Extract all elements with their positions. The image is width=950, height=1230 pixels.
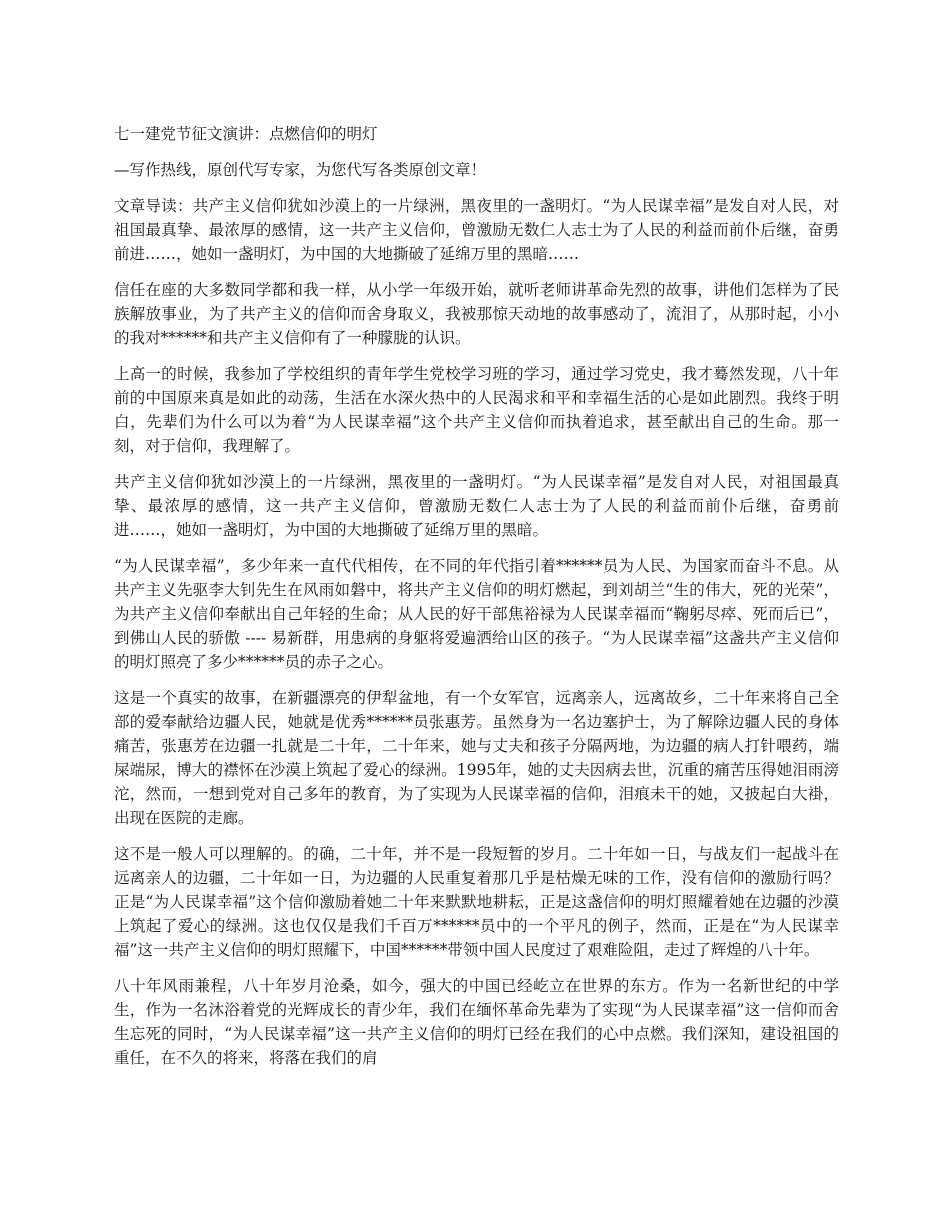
body-paragraph: 这是一个真实的故事，在新疆漂亮的伊犁盆地，有一个女军官，远离亲人，远离故乡，二十年来将自己全部的爱奉献给边疆人民，她就是优秀******员张惠芳。虽然身为一名边塞护士，为了解除边疆人民的身体痛苦，张惠芳在边疆一扎就是二十年，二十年来，她与丈夫和孩子分隔两地，为边疆的病人打针喂药，端屎端尿，博大的襟怀在沙漠上筑起了爱心的绿洲。1995年，她的丈夫因病去世，沉重的痛苦压得她泪雨滂沱，然而，一想到党对自己多年的教育，为了实现为人民谋幸福的信仰，泪痕未干的她，又披起白大褂，出现在医院的走廊。 [114,689,839,827]
document-page [114,122,839,1082]
body-paragraph: “为人民谋幸福”，多少年来一直代代相传，在不同的年代指引着******员为人民、为国家而奋斗不息。从共产主义先驱李大钊先生在风雨如磐中，将共产主义信仰的明灯燃起，到刘胡兰“生的伟大，死的光荣”，为共产主义信仰奉献出自己年轻的生命；从人民的好干部焦裕禄为人民谋幸福而“鞠躬尽瘁、死而后已”，到佛山人民的骄傲 ---- 易新群，用患病的身躯将爱遍洒给山区的孩子。“为人民谋幸福”这盏共产主义信仰的明灯照亮了多少******员的赤子之心。 [114,557,839,671]
body-paragraph: 八十年风雨兼程，八十年岁月沧桑，如今，强大的中国已经屹立在世界的东方。作为一名新世纪的中学生，作为一名沐浴着党的光辉成长的青少年，我们在缅怀革命先辈为了实现“为人民谋幸福”这一信仰而舍生忘死的同时，“为人民谋幸福”这一共产主义信仰的明灯已经在我们的心中点燃。我们深知，建设祖国的重任，在不久的将来，将落在我们的肩 [114,977,839,1067]
body-paragraph: 上高一的时候，我参加了学校组织的青年学生党校学习班的学习，通过学习党史，我才蓦然发现，八十年前的中国原来真是如此的动荡，生活在水深火热中的人民渴求和平和幸福生活的心是如此剧烈。我终于明白，先辈们为什么可以为着“为人民谋幸福”这个共产主义信仰而执着追求，甚至献出自己的生命。那一刻，对于信仰，我理解了。 [114,365,839,455]
tagline-paragraph: —写作热线，原创代写专家，为您代写各类原创文章！ [114,161,487,179]
body-paragraph: 信任在座的大多数同学都和我一样，从小学一年级开始，就听老师讲革命先烈的故事，讲他们怎样为了民族解放事业，为了共产主义的信仰而舍身取义，我被那惊天动地的故事感动了，流泪了，从那时起，小小的我对******和共产主义信仰有了一种朦胧的认识。 [114,281,839,347]
body-paragraph: 共产主义信仰犹如沙漠上的一片绿洲，黑夜里的一盏明灯。“为人民谋幸福”是发自对人民，对祖国最真挚、最浓厚的感情，这一共产主义信仰，曾激励无数仁人志士为了人民的利益而前仆后继，奋勇前进……，她如一盏明灯，为中国的大地撕破了延绵万里的黑暗。 [114,473,839,539]
document-title: 七一建党节征文演讲：点燃信仰的明灯 [114,125,378,143]
body-paragraph: 这不是一般人可以理解的。的确，二十年，并不是一段短暂的岁月。二十年如一日，与战友们一起战斗在远离亲人的边疆，二十年如一日，为边疆的人民重复着那几乎是枯燥无味的工作，没有信仰的激励行吗？正是“为人民谋幸福”这个信仰激励着她二十年来默默地耕耘，正是这盏信仰的明灯照耀着她在边疆的沙漠上筑起了爱心的绿洲。这也仅仅是我们千百万******员中的一个平凡的例子，然而，正是在“为人民谋幸福”这一共产主义信仰的明灯照耀下，中国******带领中国人民度过了艰难险阻，走过了辉煌的八十年。 [114,845,839,959]
intro-paragraph: 文章导读：共产主义信仰犹如沙漠上的一片绿洲，黑夜里的一盏明灯。“为人民谋幸福”是发自对人民，对祖国最真挚、最浓厚的感情，这一共产主义信仰，曾激励无数仁人志士为了人民的利益而前仆后继，奋勇前进……，她如一盏明灯，为中国的大地撕破了延绵万里的黑暗…… [114,197,839,263]
